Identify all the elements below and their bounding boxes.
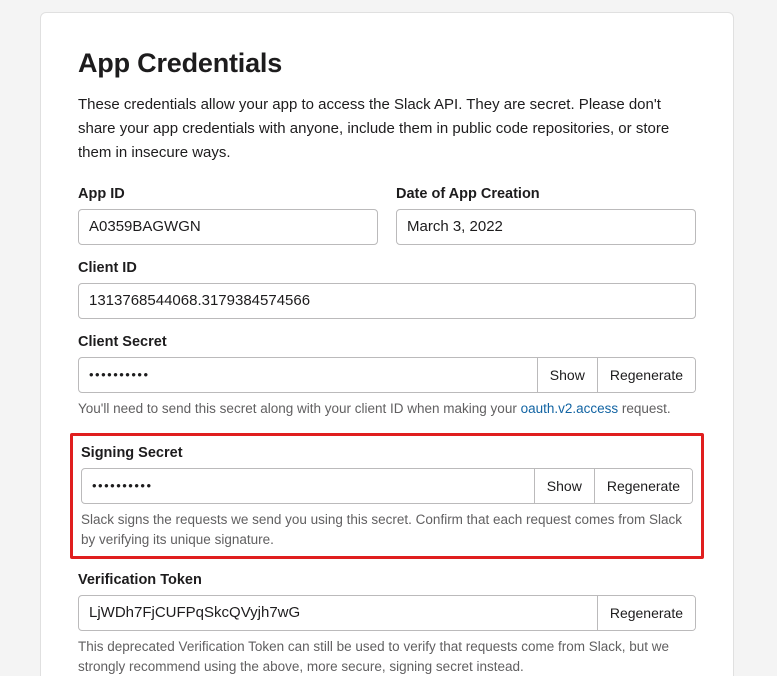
date-of-creation-group (396, 185, 696, 245)
verification-token-input[interactable] (78, 595, 696, 631)
verification-token-group (78, 571, 696, 676)
client-secret-show-button[interactable]: Show (537, 358, 597, 392)
app-id-group (78, 185, 378, 245)
client-secret-helper-prefix: You'll need to send this secret along with your client ID when making your (78, 401, 521, 416)
verification-token-helper: This deprecated Verification Token can still be used to verify that requests come from Slack, but we strongly recommend using the above, more secure, signing secret instead. (78, 639, 670, 674)
client-secret-helper (78, 399, 696, 419)
page-title: App Credentials (78, 48, 283, 78)
date-of-creation-input[interactable] (396, 209, 696, 245)
client-id-label: Client ID (78, 260, 137, 276)
signing-secret-regenerate-button[interactable]: Regenerate (594, 469, 692, 503)
signing-secret-show-button[interactable]: Show (534, 469, 594, 503)
date-of-creation-label: Date of App Creation (396, 186, 540, 202)
app-credentials-card (40, 12, 734, 676)
signing-secret-label: Signing Secret (81, 445, 183, 461)
intro-text: These credentials allow your app to access the Slack API. They are secret. Please don't share your app credentials with anyone, include them in public code repositories, or store them in insecure ways. (78, 96, 670, 161)
client-secret-input[interactable] (78, 357, 696, 393)
client-secret-value: •••••••••• (89, 367, 150, 382)
client-id-group (78, 259, 696, 319)
oauth-access-link[interactable]: oauth.v2.access (520, 401, 619, 416)
date-of-creation-value: March 3, 2022 (407, 218, 503, 235)
verification-token-label: Verification Token (78, 572, 202, 588)
client-secret-label: Client Secret (78, 334, 167, 350)
signing-secret-input[interactable] (81, 468, 693, 504)
verification-token-regenerate-button[interactable]: Regenerate (597, 596, 695, 630)
signing-secret-value: •••••••••• (92, 478, 153, 493)
signing-secret-highlight (70, 433, 704, 559)
client-secret-group (78, 333, 696, 419)
client-secret-regenerate-button[interactable]: Regenerate (597, 358, 695, 392)
app-id-and-date-row (78, 185, 696, 245)
client-id-input[interactable] (78, 283, 696, 319)
page-background-strip (0, 0, 40, 676)
app-id-label: App ID (78, 186, 125, 202)
signing-secret-group (81, 444, 693, 550)
app-id-value: A0359BAGWGN (89, 218, 201, 235)
signing-secret-helper: Slack signs the requests we send you using this secret. Confirm that each request comes from Slack by verifying its unique signature. (81, 512, 683, 547)
client-secret-helper-suffix: request. (618, 401, 671, 416)
verification-token-value: LjWDh7FjCUFPqSkcQVyjh7wG (89, 604, 301, 621)
client-id-value: 1313768544068.3179384574566 (89, 292, 311, 309)
app-id-input[interactable] (78, 209, 378, 245)
